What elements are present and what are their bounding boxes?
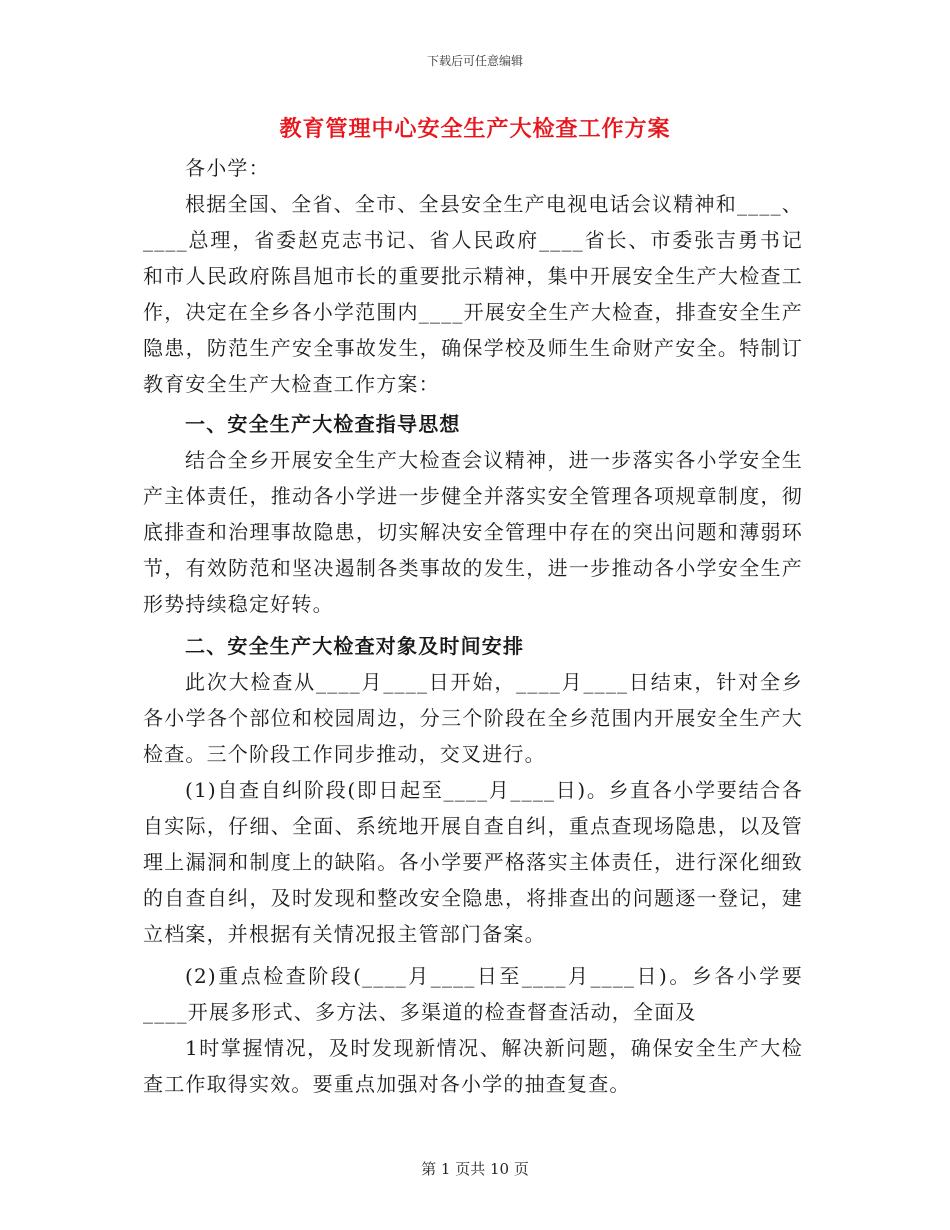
paragraph-key-check: (2)重点检查阶段(____月____日至____月____日)。乡各小学要____开展多形式、多方法、多渠道的检查督查活动，全面及 (143, 964, 803, 1024)
paragraph-intro: 根据全国、全省、全市、全县安全生产电视电话会议精神和____、____总理，省委赵克志书记、省人民政府____省长、市委张吉勇书记和市人民政府陈昌旭市长的重要批示精神，集中开展安全生产大检查工作，决定在全乡各小学范围内____开展安全生产大检查，排查安全生产隐患，防范生产安全事故发生，确保学校及师生生命财产安全。特制订教育安全生产大检查工作方案： (143, 192, 803, 396)
paragraph-schedule: 此次大检查从____月____日开始，____月____日结束，针对全乡各小学各个部位和校园周边，分三个阶段在全乡范围内开展安全生产大检查。三个阶段工作同步推动，交叉进行。 (143, 670, 803, 766)
paragraph-self-check: (1)自查自纠阶段(即日起至____月____日)。乡直各小学要结合各自实际，仔细、全面、系统地开展自查自纠，重点查现场隐患，以及管理上漏洞和制度上的缺陷。各小学要严格落实主体责任，进行深化细致的自查自纠，及时发现和整改安全隐患，将排查出的问题逐一登记，建立档案，并根据有关情况报主管部门备案。 (143, 778, 803, 946)
document-body (143, 150, 803, 1102)
paragraph-continuation: 1时掌握情况，及时发现新情况、解决新问题，确保安全生产大检查工作取得实效。要重点加强对各小学的抽查复查。 (143, 1036, 803, 1096)
page-footer: 第 1 页共 10 页 (421, 1160, 529, 1178)
section-heading-2: 二、安全生产大检查对象及时间安排 (185, 634, 525, 658)
salutation: 各小学： (185, 156, 270, 180)
paragraph-guiding-thought: 结合全乡开展安全生产大检查会议精神，进一步落实各小学安全生产主体责任，推动各小学进一步健全并落实安全管理各项规章制度，彻底排查和治理事故隐患，切实解决安全管理中存在的突出问题和薄弱环节，有效防范和坚决遏制各类事故的发生，进一步推动各小学安全生产形势持续稳定好转。 (143, 448, 803, 616)
document-title: 教育管理中心安全生产大检查工作方案 (279, 116, 671, 142)
header-note: 下载后可任意编辑 (426, 54, 523, 68)
section-heading-1: 一、安全生产大检查指导思想 (185, 412, 461, 436)
